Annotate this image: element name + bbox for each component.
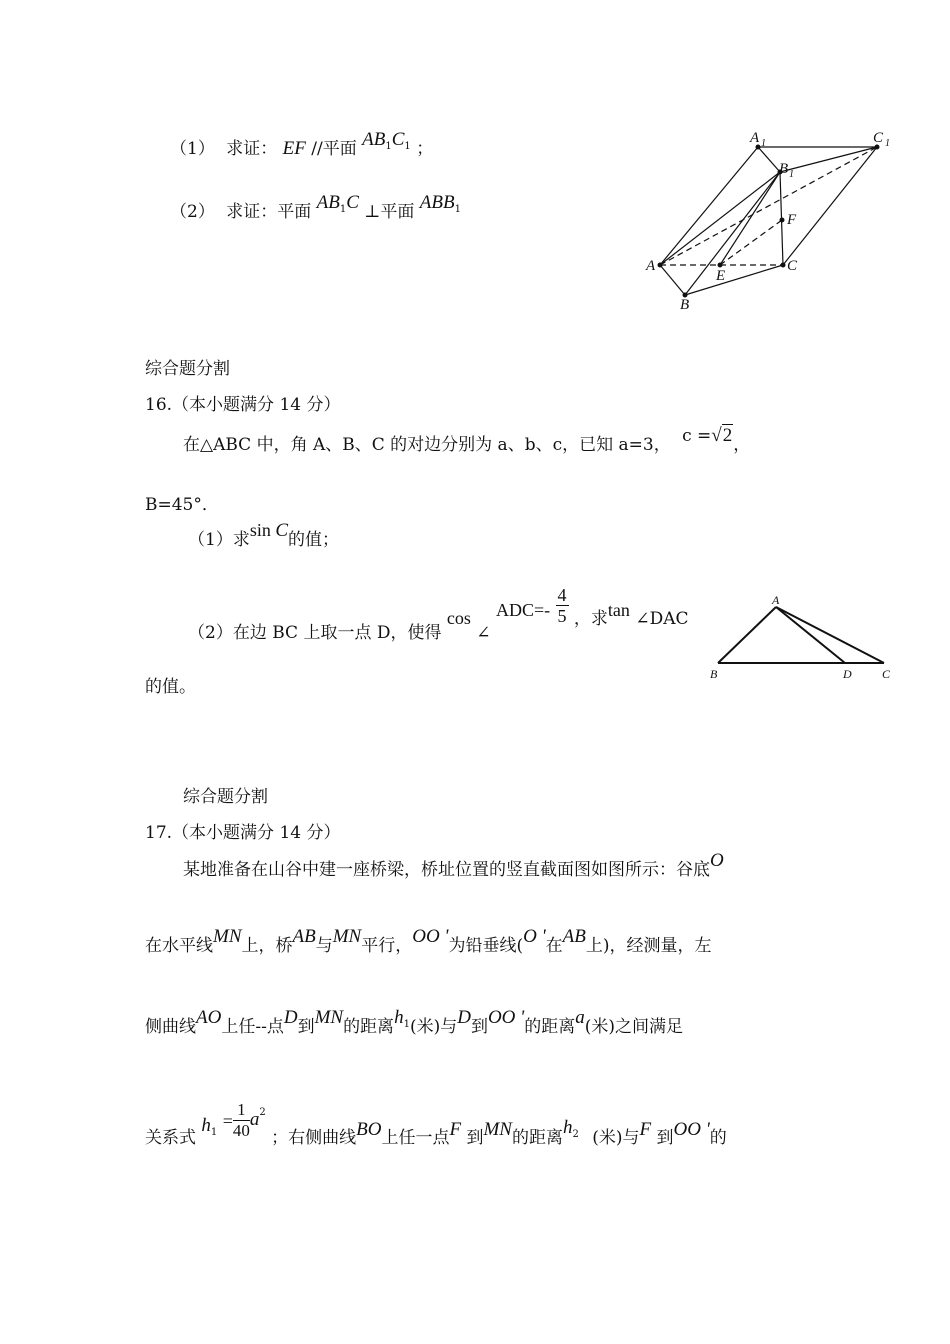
body-text: 平行，: [361, 936, 413, 956]
part-text: （1）求: [188, 530, 250, 550]
q17-line2: [145, 926, 712, 957]
sqrt-2: √2: [711, 425, 733, 446]
body-text: ；右侧曲线: [271, 1128, 357, 1148]
fraction-4-5: [556, 585, 569, 626]
q16-part2: [188, 585, 689, 643]
var-abb1: ABB: [419, 192, 455, 213]
subscript: 1: [404, 141, 411, 152]
q17-line1: [183, 850, 724, 881]
tan-text: tan: [607, 600, 630, 620]
var-o-prime: O ': [523, 926, 546, 947]
q16-header: 16.（本小题满分 14 分）: [145, 395, 341, 415]
c-equals: c =: [682, 426, 712, 446]
body-text: 上)，经测量，左: [585, 936, 712, 956]
label-a: A: [772, 593, 780, 607]
var-ab: AB: [292, 926, 316, 947]
subscript: 1: [210, 1127, 218, 1138]
q16-angle-b: B=45°．: [145, 495, 219, 515]
body-text: 到: [470, 1017, 488, 1037]
label-a1: A: [750, 130, 760, 146]
var-c: C: [391, 129, 405, 150]
var-mn: MN: [213, 926, 242, 947]
body-text: 关系式: [145, 1128, 196, 1148]
label-b: B: [710, 667, 718, 681]
subscript: 1: [339, 204, 347, 215]
var-o: O: [710, 850, 724, 871]
q17-line4: [145, 1100, 727, 1148]
var-c: C: [275, 520, 289, 541]
prism-figure: [640, 120, 900, 320]
label-a: A: [646, 258, 656, 274]
q17-header: 17.（本小题满分 14 分）: [145, 823, 341, 843]
body-text: 到: [466, 1128, 484, 1148]
var-mn: MN: [483, 1119, 512, 1140]
var-ab1c1: AB: [362, 129, 386, 150]
body-text: (米)与: [409, 1017, 458, 1037]
var-bo: BO: [356, 1119, 382, 1140]
prove-text: 求证：: [226, 139, 278, 159]
label-a1-sub: 1: [761, 138, 766, 149]
label-c1-sub: 1: [885, 138, 890, 149]
body-text: 在水平线: [145, 936, 213, 956]
part-text: ，求: [573, 609, 608, 629]
dac-text: ∠DAC: [635, 609, 689, 629]
radicand: 2: [722, 425, 733, 446]
var-ab1: AB: [316, 192, 340, 213]
subscript: 1: [403, 1019, 410, 1030]
label-c1: C: [873, 130, 884, 146]
subscript: 1: [454, 204, 461, 215]
var-c: C: [346, 192, 359, 213]
var-d: D: [457, 1007, 471, 1028]
stem-text: 在△ABC 中，角 A、B、C 的对边分别为 a、b、c，已知 a=3，: [183, 435, 671, 455]
label-b1-sub: 1: [789, 169, 794, 180]
parallel-text: //平面: [311, 139, 357, 159]
q16-end: 的值。: [145, 677, 196, 697]
body-text: 上，桥: [241, 936, 293, 956]
body-text: 到: [297, 1017, 315, 1037]
body-text: 的: [709, 1128, 727, 1148]
q17-line3: [145, 1007, 683, 1038]
subscript: 2: [572, 1129, 579, 1140]
var-oo-prime: OO ': [487, 1007, 525, 1028]
var-h1: h: [201, 1115, 211, 1136]
section-separator: 综合题分割: [183, 787, 268, 807]
label-c: C: [882, 667, 891, 681]
body-text: 某地准备在山谷中建一座桥梁，桥址位置的竖直截面图如图所示：谷底: [183, 860, 710, 880]
body-text: 侧曲线: [145, 1017, 196, 1037]
q15-part1: [170, 129, 434, 160]
numerator: 4: [557, 585, 567, 605]
angle-symbol: ∠: [476, 623, 491, 643]
var-mn: MN: [314, 1007, 344, 1028]
var-d: D: [283, 1007, 298, 1028]
body-text: 的距离: [511, 1128, 563, 1148]
subscript: 1: [385, 141, 392, 152]
end-punct: ；: [416, 139, 434, 159]
denominator: 40: [232, 1121, 250, 1140]
plane-text: 平面: [380, 202, 415, 222]
q16-part1: [188, 520, 340, 551]
body-text: 的距离: [343, 1017, 395, 1037]
q16-stem: [183, 425, 751, 456]
body-text: 上任--点: [221, 1017, 284, 1037]
superscript: 2: [259, 1107, 266, 1118]
part-text: 的值；: [288, 530, 340, 550]
var-f: F: [639, 1119, 652, 1140]
perp-symbol: ⊥: [364, 202, 381, 222]
denominator: 5: [557, 606, 567, 626]
part-label: （2）: [170, 202, 215, 222]
adc-text: ADC=-: [495, 600, 551, 620]
var-ef: EF: [282, 138, 306, 159]
body-text: 到: [656, 1128, 674, 1148]
fraction-1-40: [233, 1100, 250, 1141]
label-f: F: [787, 212, 797, 228]
var-a: a: [575, 1007, 585, 1028]
var-oo-prime: OO ': [673, 1119, 710, 1140]
numerator: 1: [233, 1100, 250, 1121]
var-mn: MN: [332, 926, 362, 947]
part-text: （2）在边 BC 上取一点 D，使得: [188, 623, 442, 643]
section-separator: 综合题分割: [145, 359, 230, 379]
cos-text: cos: [446, 608, 471, 628]
q15-part2: [170, 192, 461, 223]
comma: ，: [733, 435, 751, 455]
body-text: 为铅垂线(: [448, 936, 524, 956]
sin-text: sin: [249, 520, 271, 540]
body-text: 与: [315, 936, 333, 956]
var-f: F: [449, 1119, 462, 1140]
label-e: E: [716, 268, 726, 284]
var-ao: AO: [196, 1007, 222, 1028]
var-h1: h: [394, 1007, 404, 1028]
label-b: B: [680, 297, 690, 313]
var-ab: AB: [562, 926, 586, 947]
triangle-figure: [700, 590, 900, 690]
prove-text: 求证：平面: [226, 202, 312, 222]
body-text: 上任一点: [381, 1128, 450, 1148]
var-oo-prime: OO ': [412, 926, 449, 947]
label-c: C: [787, 258, 798, 274]
body-text: 的距离: [524, 1017, 576, 1037]
body-text: (米)与: [592, 1128, 640, 1148]
label-d: D: [843, 667, 852, 681]
body-text: (米)之间满足: [584, 1017, 683, 1037]
equals: =: [222, 1111, 233, 1131]
var-h2: h: [562, 1117, 573, 1138]
label-b1: B: [779, 161, 789, 177]
part-label: （1）: [170, 139, 215, 159]
var-a: a: [249, 1109, 260, 1130]
body-text: 在: [545, 936, 563, 956]
